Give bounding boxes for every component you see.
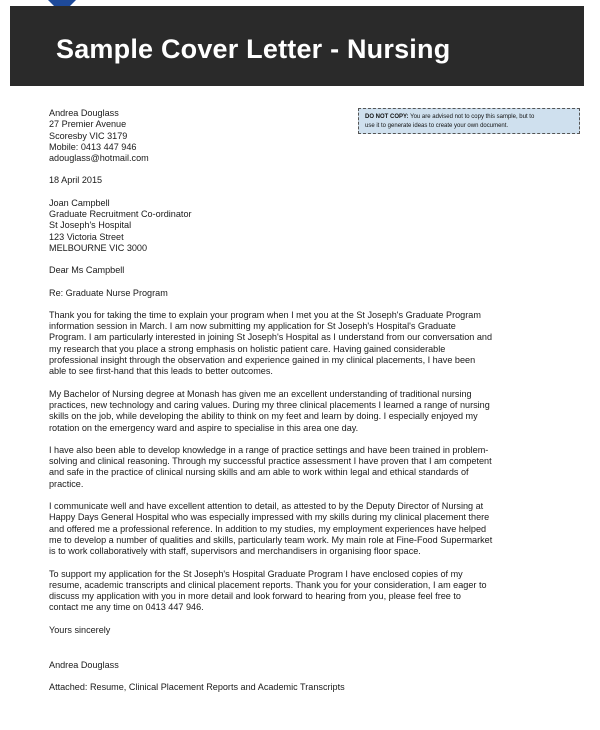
paragraph-line: me to develop a number of qualities and skills, particularly team work. My main role at Fine-Food Supermarket (49, 534, 493, 545)
recipient-block (49, 198, 554, 254)
paragraph-line: and safe in the practice of clinical nursing skills and am able to work within legal and ethical standards of (49, 467, 469, 478)
recipient-title: Graduate Recruitment Co-ordinator (49, 209, 192, 220)
paragraph-line: My Bachelor of Nursing degree at Monash has given me an excellent understanding of traditional nursing (49, 388, 472, 399)
paragraph-line: discuss my application with you in more detail and look forward to hearing from you, please feel free to (49, 591, 461, 602)
paragraph-line: is to work collaboratively with staff, supervisors and merchandisers in organising floor space. (49, 546, 421, 557)
paragraph-3 (49, 445, 554, 490)
paragraph-line: practices, new technology and caring values. During my three clinical placements I learned a range of nursing (49, 399, 490, 410)
paragraph-line: information session in March. I am now submitting my application for St Joseph's Hospital's Graduate (49, 321, 456, 332)
paragraph-line: solving and clinical reasoning. Through my successful practice assessment I have proven that I am competent (49, 456, 492, 467)
sender-name: Andrea Douglass (49, 108, 119, 118)
attachments-line: Attached: Resume, Clinical Placement Reports and Academic Transcripts (49, 682, 345, 693)
paragraph-line: To support my application for the St Joseph's Hospital Graduate Program I have enclosed copies of my (49, 568, 463, 579)
paragraph-line: resume, academic transcripts and clinical placement reports. Thank you for your consideration, I am eager to (49, 579, 487, 590)
subject-line: Re: Graduate Nurse Program (49, 287, 168, 298)
paragraph-5 (49, 569, 554, 614)
recipient-org: St Joseph's Hospital (49, 220, 132, 231)
title-banner (10, 6, 584, 86)
paragraph-4 (49, 501, 554, 557)
paragraph-line: my research that you place a strong emphasis on holistic patient care. Having gained considerable (49, 343, 446, 354)
paragraph-line: contact me any time on 0413 447 946. (49, 602, 204, 613)
sender-email: adouglass@hotmail.com (49, 153, 149, 164)
sender-city: Scoresby VIC 3179 (49, 130, 128, 141)
paragraph-line: professional insight through the observation and experience gained in my clinical placements, I have been (49, 355, 476, 366)
letter-body (49, 108, 554, 694)
notice-text-1: You are advised not to copy this sample, but to (408, 114, 535, 120)
page-title: Sample Cover Letter - Nursing (56, 34, 451, 64)
letter-date: 18 April 2015 (49, 175, 103, 186)
paragraph-line: Program. I am particularly interested in joining St Joseph's Hospital as I understand from our conversation and (49, 332, 493, 343)
sender-mobile: Mobile: 0413 447 946 (49, 141, 137, 152)
paragraph-line: and offered me a professional reference. In addition to my studies, my employment experiences have helped (49, 523, 487, 534)
paragraph-2 (49, 389, 554, 434)
notice-label: DO NOT COPY: (365, 114, 409, 120)
paragraph-line: I have also been able to develop knowledge in a range of practice settings and have been trained in problem- (49, 444, 489, 455)
closing: Yours sincerely (49, 624, 111, 635)
paragraph-line: skills on the job, while developing the ability to think on my feet and learn by doing. I especially enjoyed my (49, 411, 478, 422)
signature-name: Andrea Douglass (49, 659, 119, 670)
paragraph-line: practice. (49, 478, 84, 489)
salutation: Dear Ms Campbell (49, 265, 125, 276)
recipient-street: 123 Victoria Street (49, 231, 124, 242)
paragraph-line: rotation on the emergency ward and aspire to specialise in this area one day. (49, 422, 359, 433)
paragraph-line: I communicate well and have excellent attention to detail, as attested to by the Deputy Director of Nursing at (49, 501, 484, 512)
sender-street: 27 Premier Avenue (49, 119, 127, 130)
recipient-name: Joan Campbell (49, 197, 110, 208)
recipient-city: MELBOURNE VIC 3000 (49, 242, 148, 253)
notice-text-2: use it to generate ideas to create your own document. (365, 123, 509, 129)
paragraph-1 (49, 310, 554, 378)
paragraph-line: able to see first-hand that this leads to better outcomes. (49, 366, 273, 377)
sender-block (49, 108, 554, 164)
paragraph-line: Thank you for taking the time to explain your program when I met you at the St Joseph's Graduate Program (49, 309, 481, 320)
paragraph-line: Happy Days General Hospital who was especially impressed with my skills during my clinical placement there (49, 512, 490, 523)
